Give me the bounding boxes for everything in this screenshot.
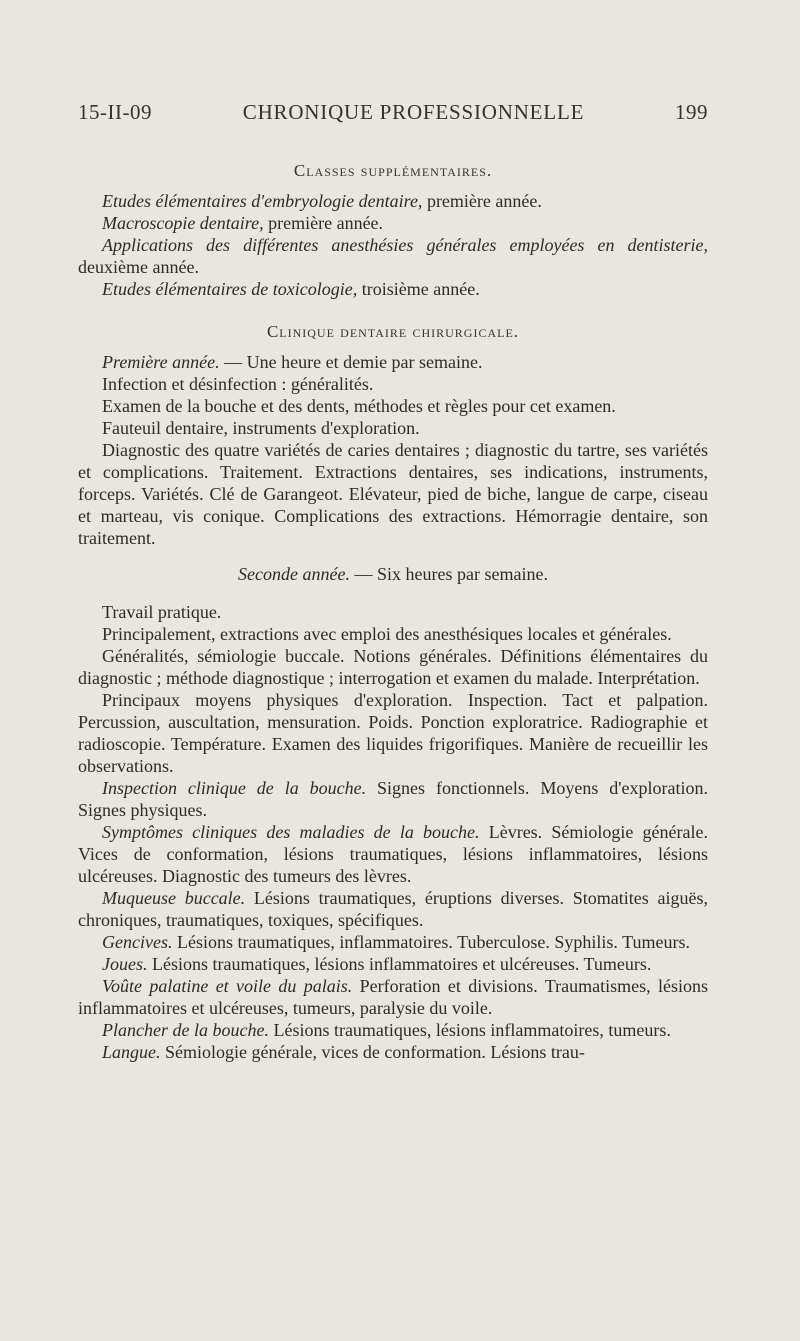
paragraph: Travail pratique. xyxy=(102,602,222,622)
topic-paragraph: Plancher de la bouche. Lésions traumatiques, lésions inflammatoires, tumeurs. xyxy=(102,1020,671,1040)
header-date: 15-II-09 xyxy=(78,100,152,124)
paragraph: Infection et désinfection : généralités. xyxy=(102,374,374,394)
paragraph: Principalement, extractions avec emploi des anesthésiques locales et générales. xyxy=(102,624,672,644)
header-title: CHRONIQUE PROFESSIONNELLE xyxy=(242,100,585,124)
topic-paragraph: Symptômes cliniques des maladies de la bouche. Lèvres. Sémiologie générale. Vices de conformation, lésions traumatiques, lésions inflammatoires, lésions ulcéreuses. Diagnostic des tumeurs des lèvres. xyxy=(78,822,708,886)
topic-paragraph: Joues. Lésions traumatiques, lésions inflammatoires et ulcéreuses. Tumeurs. xyxy=(102,954,652,974)
paragraph: Diagnostic des quatre variétés de caries dentaires ; diagnostic du tartre, ses variétés et complications. Traitement. Extractions dentaires, ses indications, instruments, forceps. Variétés. Clé de Garangeot. Elévateur, pied de biche, langue de carpe, ciseau et marteau, vis conique. Complications des extractions. Hémorragie dentaire, son traitement. xyxy=(78,440,708,548)
paragraph: Fauteuil dentaire, instruments d'exploration. xyxy=(102,418,420,438)
topic-paragraph: Voûte palatine et voile du palais. Perforation et divisions. Traumatismes, lésions inflammatoires et ulcéreuses, tumeurs, paralysie du voile. xyxy=(78,976,708,1018)
section-heading-classes: Classes supplémentaires. xyxy=(293,161,493,180)
classes-list xyxy=(78,190,708,300)
class-item: Etudes élémentaires d'embryologie dentaire, première année. xyxy=(102,191,542,211)
topic-paragraph: Gencives. Lésions traumatiques, inflammatoires. Tuberculose. Syphilis. Tumeurs. xyxy=(102,932,690,952)
year1-title: Première année. — Une heure et demie par semaine. xyxy=(102,352,483,372)
class-item: Etudes élémentaires de toxicologie, troisième année. xyxy=(102,279,480,299)
section-heading-clinique: Clinique dentaire chirurgicale. xyxy=(266,322,520,341)
topic-paragraph: Inspection clinique de la bouche. Signes fonctionnels. Moyens d'exploration. Signes physiques. xyxy=(78,778,708,820)
paragraph: Principaux moyens physiques d'exploration. Inspection. Tact et palpation. Percussion, auscultation, mensuration. Poids. Ponction exploratrice. Radiographie et radioscopie. Température. Examen des liquides frigorifiques. Manière de recueillir les observations. xyxy=(78,690,708,776)
paragraph: Examen de la bouche et des dents, méthodes et règles pour cet examen. xyxy=(102,396,616,416)
year2-title: Seconde année. — Six heures par semaine. xyxy=(238,564,548,584)
class-item: Macroscopie dentaire, première année. xyxy=(102,213,384,233)
topic-paragraph: Muqueuse buccale. Lésions traumatiques, éruptions diverses. Stomatites aiguës, chroniques, traumatiques, toxiques, spécifiques. xyxy=(78,888,708,930)
running-header xyxy=(78,100,708,125)
topic-paragraph: Langue. Sémiologie générale, vices de conformation. Lésions trau- xyxy=(102,1042,585,1062)
page-number: 199 xyxy=(674,100,708,124)
paragraph: Généralités, sémiologie buccale. Notions générales. Définitions élémentaires du diagnostic ; méthode diagnostique ; interrogation et examen du malade. Interprétation. xyxy=(78,646,708,688)
class-item: Applications des différentes anesthésies générales employées en dentisterie, deuxième année. xyxy=(78,235,708,277)
